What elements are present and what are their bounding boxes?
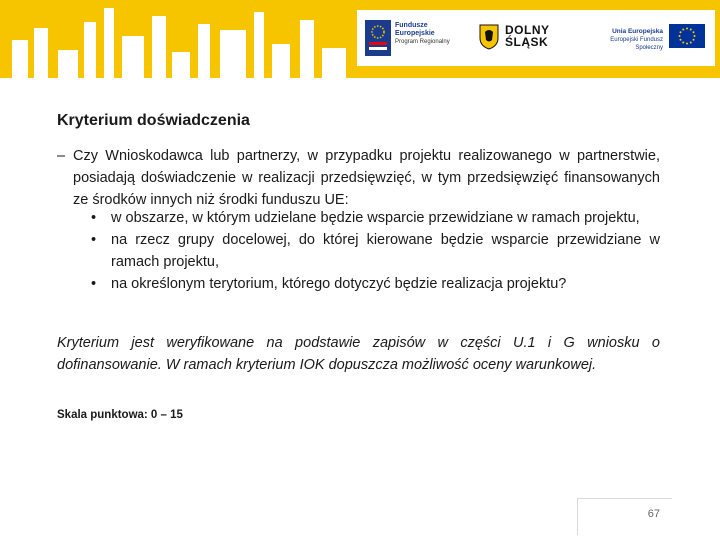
- logo-strip: [357, 10, 715, 66]
- bullet-icon: •: [91, 232, 97, 248]
- lead-dash: –: [57, 148, 66, 164]
- decor-block: [34, 28, 48, 78]
- fundusze-europejskie-text: [395, 22, 450, 46]
- decor-block: [104, 8, 114, 78]
- list-item: [87, 273, 660, 295]
- fundusze-europejskie-mark-icon: [365, 20, 391, 56]
- eu-star: [682, 29, 684, 31]
- criteria-list: [87, 207, 660, 295]
- decor-block: [220, 30, 246, 78]
- ue-line2: Europejski Fundusz Społeczny: [610, 37, 663, 51]
- score-scale: Skala punktowa: 0 – 15: [57, 409, 183, 421]
- eu-star: [693, 39, 695, 41]
- unia-europejska-logo: [589, 24, 711, 54]
- unia-europejska-text: [589, 28, 663, 52]
- dolny-slask-shield-icon: [479, 24, 499, 50]
- verification-note: Kryterium jest weryfikowane na podstawie zapisów w części U.1 i G wniosku o dofinansowanie. W ramach kryterium IOK dopuszcza możliwość oceny warunkowej.: [57, 335, 660, 373]
- list-item-text: w obszarze, w którym udzielane będzie wsparcie przewidziane w ramach projektu,: [111, 210, 640, 226]
- eu-star: [680, 39, 682, 41]
- dolny-slask-logo: [479, 22, 559, 56]
- dolny-slask-text: [505, 24, 550, 48]
- decor-block: [272, 44, 290, 78]
- decor-block: [58, 50, 78, 78]
- fe-line1: Fundusze: [395, 22, 428, 29]
- decor-block: [322, 48, 346, 78]
- eu-star: [690, 42, 692, 44]
- eu-star: [694, 35, 696, 37]
- decor-block: [254, 12, 264, 78]
- eu-star: [682, 42, 684, 44]
- eu-star: [690, 29, 692, 31]
- eu-star: [693, 31, 695, 33]
- lead-paragraph: [57, 145, 660, 211]
- eu-star: [679, 35, 681, 37]
- decor-block: [172, 52, 190, 78]
- eu-star: [686, 43, 688, 45]
- decor-block: [122, 36, 144, 78]
- header-banner: [0, 0, 720, 78]
- ds-line2: ŚLĄSK: [505, 35, 549, 49]
- list-item-text: na określonym terytorium, którego dotyczyć będzie realizacja projektu?: [111, 276, 567, 292]
- decor-block: [12, 40, 28, 78]
- ds-line1: DOLNY: [505, 23, 550, 37]
- decor-block: [300, 20, 314, 78]
- slide-title: Kryterium doświadczenia: [57, 112, 250, 129]
- ue-line1: Unia Europejska: [612, 28, 663, 35]
- list-item: [87, 229, 660, 273]
- lead-text: Czy Wnioskodawca lub partnerzy, w przypadku projektu realizowanego w partnerstwie, posiadają doświadczenie w realizacji przedsięwzięć, w tym przedsięwzięć finansowanych ze środków innych niż środki funduszu UE:: [73, 148, 660, 208]
- eu-star: [680, 31, 682, 33]
- eu-star: [686, 28, 688, 30]
- fe-line3: Program Regionalny: [395, 39, 450, 45]
- page-number: 67: [647, 508, 660, 520]
- list-item: [87, 207, 660, 229]
- fe-line2: Europejskie: [395, 30, 435, 37]
- list-item-text: na rzecz grupy docelowej, do której kierowane będzie wsparcie przewidziane w ramach projektu,: [111, 232, 660, 270]
- bullet-icon: •: [91, 210, 97, 226]
- decor-block: [198, 24, 210, 78]
- decor-block: [152, 16, 166, 78]
- eu-flag-icon: [669, 24, 705, 48]
- bullet-icon: •: [91, 276, 97, 292]
- fundusze-europejskie-logo: [365, 20, 461, 60]
- decor-block: [84, 22, 96, 78]
